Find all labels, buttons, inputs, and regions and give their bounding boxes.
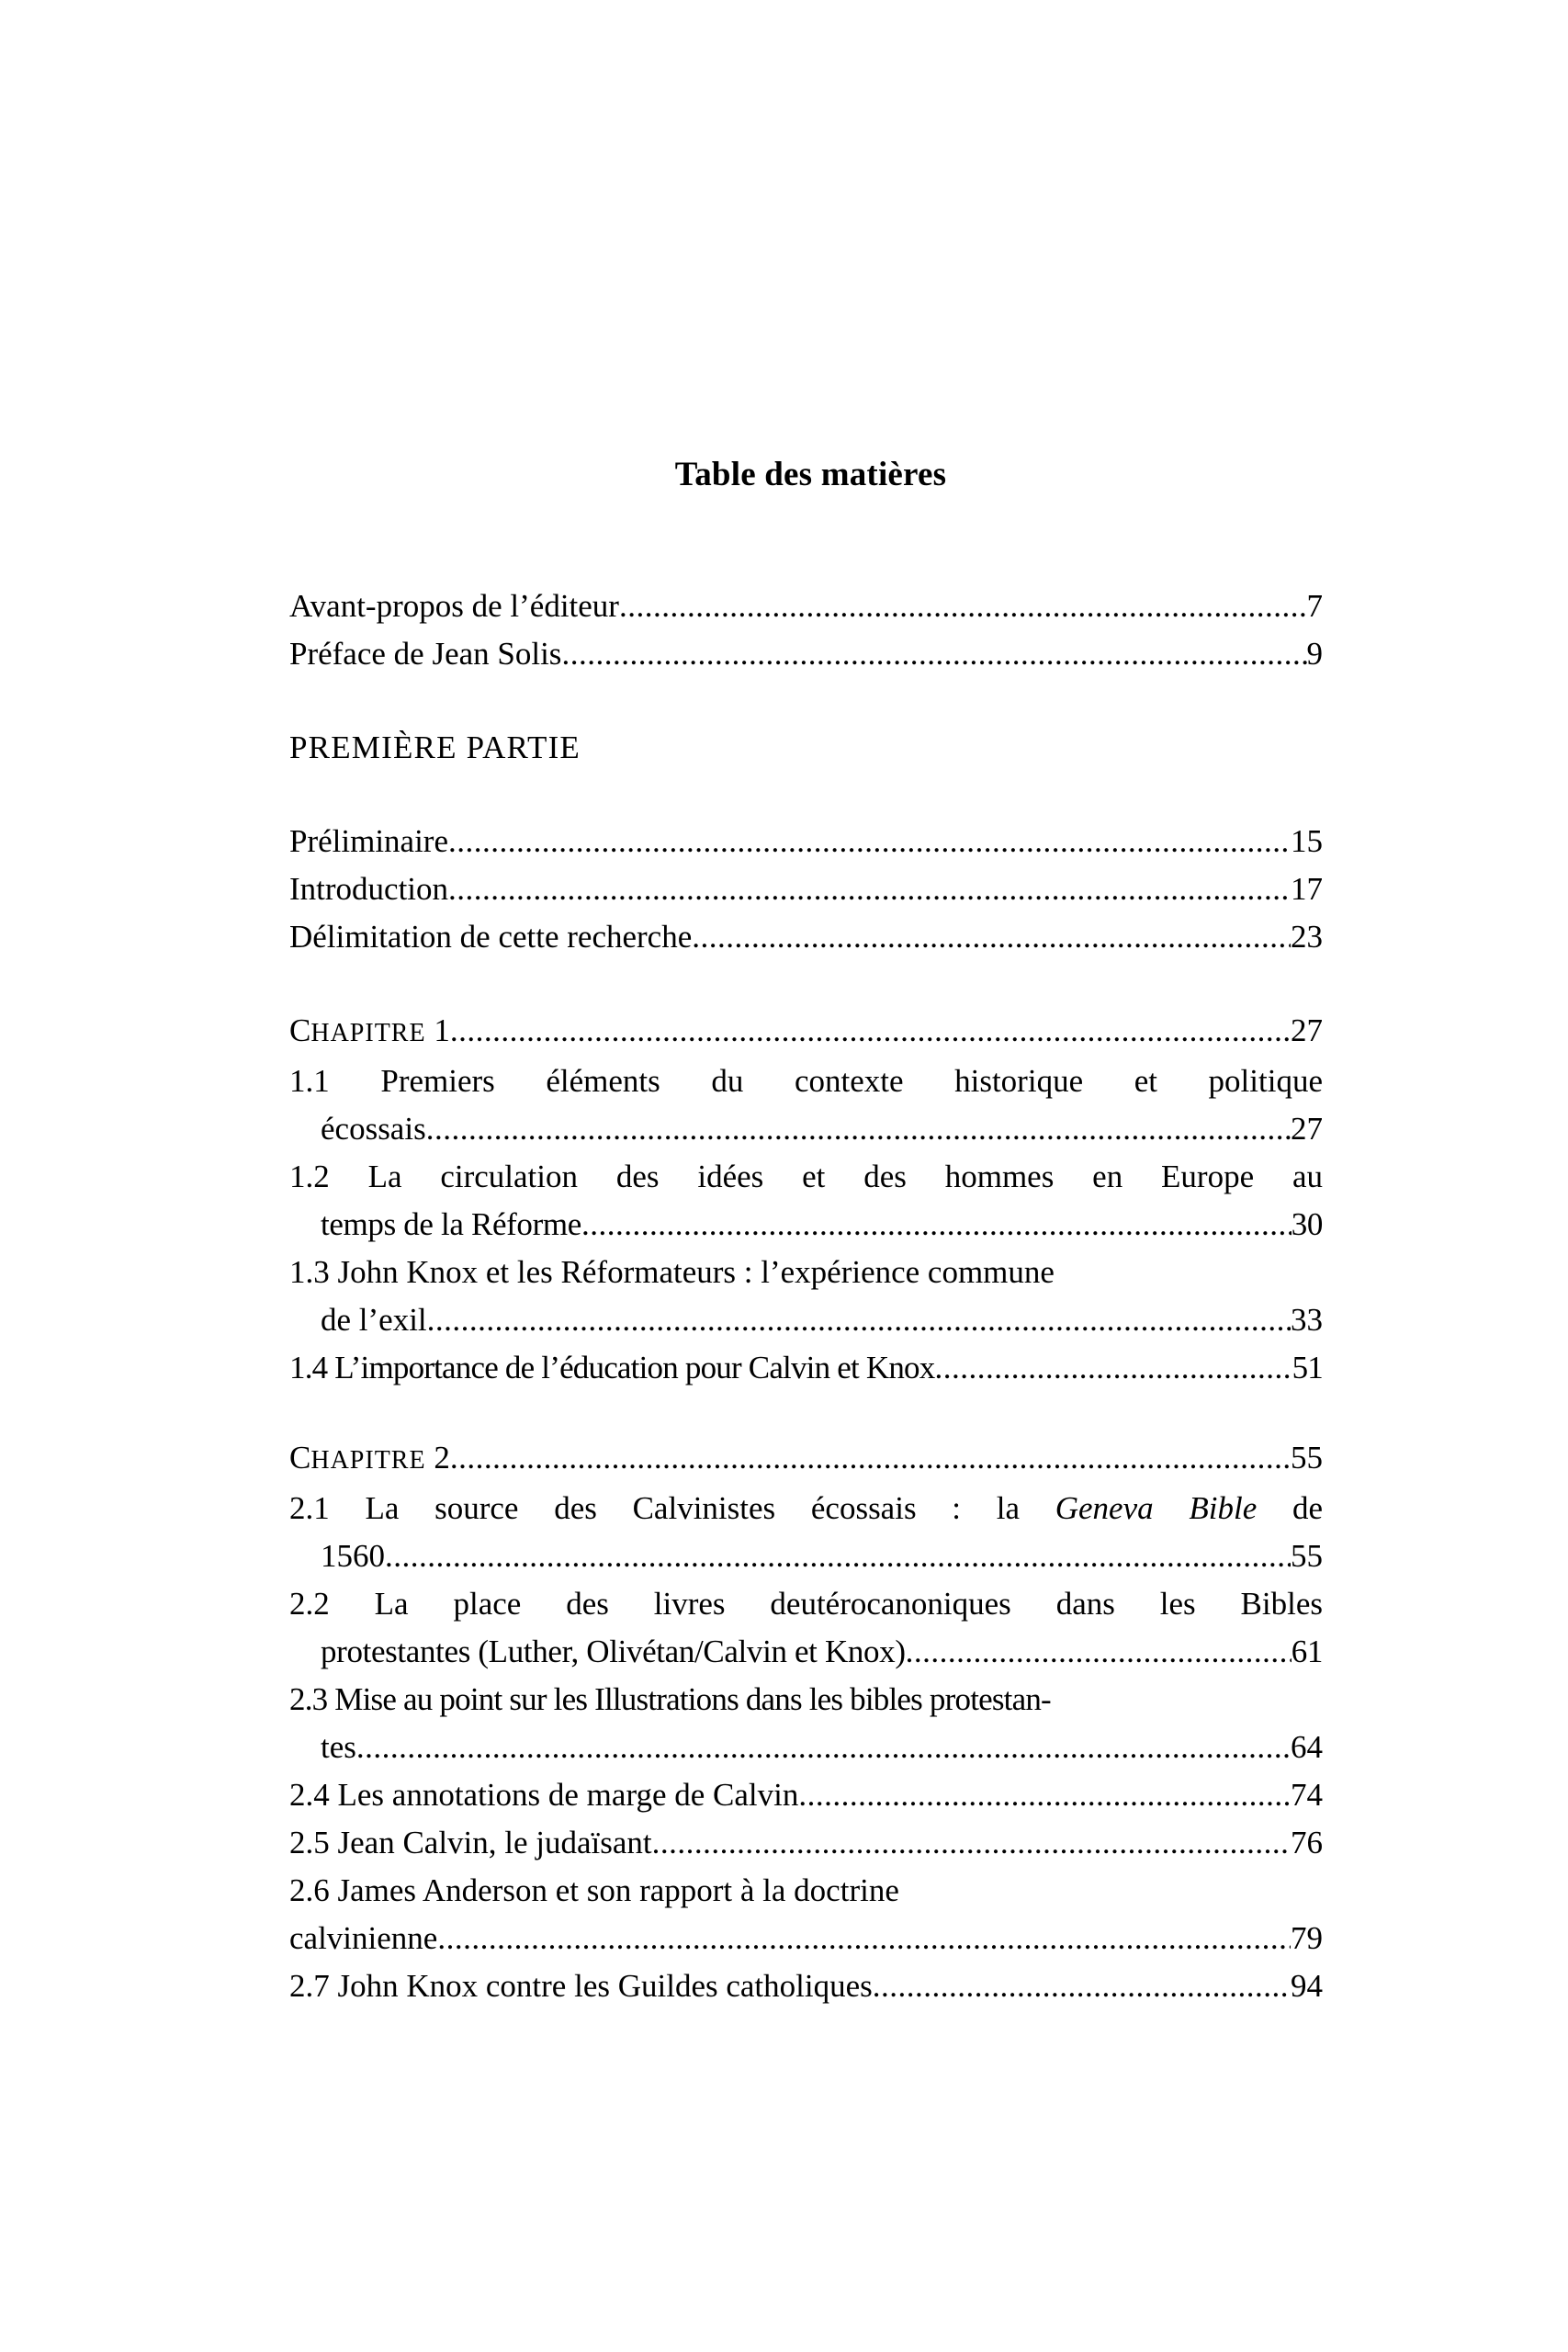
leader-dots bbox=[427, 1296, 1291, 1344]
toc-entry-label-cont: calvinienne bbox=[289, 1920, 438, 1956]
leader-dots bbox=[450, 1434, 1291, 1482]
toc-entry-page: 51 bbox=[1292, 1350, 1323, 1385]
spacer bbox=[289, 961, 1323, 1007]
leader-dots bbox=[873, 1962, 1291, 2010]
chapter-word: HAPITRE bbox=[310, 1019, 426, 1047]
toc-entry-line-2 bbox=[289, 1724, 1323, 1771]
toc-entry-label: 1.4 L’importance de l’éducation pour Calvin et Knox bbox=[289, 1350, 935, 1385]
toc-entry-page: 23 bbox=[1291, 919, 1323, 955]
toc-entry-label-cont: protestantes (Luther, Olivétan/Calvin et Knox) bbox=[321, 1634, 906, 1669]
toc-entry-line-1: 1.3 John Knox et les Réformateurs : l’expérience commune bbox=[289, 1254, 1055, 1290]
chapter-initial: C bbox=[289, 1440, 311, 1476]
leader-dots bbox=[619, 582, 1307, 630]
leader-dots bbox=[692, 913, 1291, 961]
toc-entry-label: Préliminaire bbox=[289, 823, 449, 859]
toc-entry-page: 94 bbox=[1291, 1968, 1323, 2004]
toc-entry-line-2 bbox=[289, 1296, 1323, 1344]
leader-dots bbox=[385, 1532, 1291, 1580]
leader-dots bbox=[581, 1201, 1292, 1249]
toc-entry-2-4[interactable] bbox=[289, 1771, 1323, 1819]
toc-entry-page: 79 bbox=[1291, 1920, 1323, 1956]
toc-entry-1-2[interactable] bbox=[289, 1153, 1323, 1249]
toc-entry-page: 55 bbox=[1291, 1440, 1323, 1476]
chapter-label bbox=[289, 1434, 450, 1485]
toc-entry-text-a: 2.1 La source des Calvinistes écossais : la bbox=[289, 1490, 1055, 1526]
toc-entry-line-1: 1.2 La circulation des idées et des hommes en Europe au bbox=[289, 1159, 1323, 1194]
page-title: Table des matières bbox=[674, 456, 947, 493]
toc-entry-label: 2.7 John Knox contre les Guildes catholiques bbox=[289, 1968, 873, 2004]
toc-entry-1-3[interactable] bbox=[289, 1249, 1323, 1344]
toc-entry-2-1[interactable] bbox=[289, 1485, 1323, 1580]
leader-dots bbox=[906, 1628, 1292, 1676]
toc-entry-label-cont: temps de la Réforme bbox=[321, 1206, 581, 1242]
leader-dots bbox=[448, 865, 1291, 913]
toc-entry-2-5[interactable] bbox=[289, 1819, 1323, 1867]
toc-entry-page: 64 bbox=[1291, 1729, 1323, 1765]
toc-entry-line-1: 1.1 Premiers éléments du contexte historique et politique bbox=[289, 1063, 1323, 1099]
toc-entry-introduction[interactable] bbox=[289, 865, 1323, 913]
chapter-label bbox=[289, 1007, 450, 1057]
chapter-number-value: 1 bbox=[434, 1012, 450, 1048]
leader-dots bbox=[652, 1819, 1291, 1867]
chapter-word: HAPITRE bbox=[310, 1446, 426, 1475]
leader-dots bbox=[356, 1724, 1291, 1771]
toc-entry-label-cont: écossais bbox=[321, 1111, 426, 1147]
toc-entry-page: 15 bbox=[1291, 823, 1323, 859]
toc-entry-line-1: 2.6 James Anderson et son rapport à la doctrine bbox=[289, 1872, 899, 1908]
toc-entry-1-1[interactable] bbox=[289, 1057, 1323, 1153]
toc-group-front-matter bbox=[289, 582, 1323, 678]
toc-entry-page: 76 bbox=[1291, 1825, 1323, 1860]
toc-entry-line-2 bbox=[289, 1915, 1323, 1962]
leader-dots bbox=[448, 818, 1291, 865]
leader-dots bbox=[934, 1344, 1292, 1392]
toc-entry-page: 9 bbox=[1306, 636, 1323, 672]
toc-group-preliminaries bbox=[289, 818, 1323, 961]
toc-entry-page: 27 bbox=[1291, 1012, 1323, 1048]
toc-entry-preface[interactable] bbox=[289, 630, 1323, 678]
toc-entry-page: 61 bbox=[1291, 1634, 1323, 1669]
toc-entry-label: Avant-propos de l’éditeur bbox=[289, 588, 619, 624]
toc-entry-2-2[interactable] bbox=[289, 1580, 1323, 1676]
spacer bbox=[289, 678, 1323, 724]
toc-entry-2-6[interactable] bbox=[289, 1867, 1323, 1962]
toc-entry-label-cont: de l’exil bbox=[321, 1302, 427, 1338]
toc-entry-line-2 bbox=[289, 1105, 1323, 1153]
toc-entry-page: 27 bbox=[1291, 1111, 1323, 1147]
chapter-number-value: 2 bbox=[434, 1440, 450, 1476]
toc-entry-page: 55 bbox=[1291, 1538, 1323, 1574]
toc-entry-line-1 bbox=[289, 1485, 1323, 1532]
toc-entry-line-1: 2.3 Mise au point sur les Illustrations dans les bibles protestan- bbox=[289, 1681, 1051, 1717]
toc-entry-1-4[interactable] bbox=[289, 1344, 1323, 1392]
toc-entry-2-3[interactable] bbox=[289, 1676, 1323, 1771]
toc-entry-label: Introduction bbox=[289, 871, 449, 907]
toc-entry-avant-propos[interactable] bbox=[289, 582, 1323, 630]
toc-entry-line-1: 2.2 La place des livres deutérocanoniques dans les Bibles bbox=[289, 1586, 1323, 1622]
toc-entry-page: 17 bbox=[1291, 871, 1323, 907]
toc-entry-2-7[interactable] bbox=[289, 1962, 1323, 2010]
toc-group-chapitre-2 bbox=[289, 1434, 1323, 2010]
spacer bbox=[289, 772, 1323, 818]
leader-dots bbox=[437, 1915, 1291, 1962]
part-heading-premiere-partie: PREMIÈRE PARTIE bbox=[289, 729, 581, 765]
leader-dots bbox=[450, 1007, 1291, 1055]
toc-entry-line-2 bbox=[289, 1532, 1323, 1580]
toc-entry-delimitation[interactable] bbox=[289, 913, 1323, 961]
toc-entry-text-b: de bbox=[1257, 1490, 1324, 1526]
toc-entry-page: 30 bbox=[1291, 1206, 1323, 1242]
toc-entry-line-2 bbox=[289, 1628, 1323, 1676]
toc-entry-label-cont: tes bbox=[321, 1729, 356, 1765]
toc-entry-label: 2.5 Jean Calvin, le judaïsant bbox=[289, 1825, 652, 1860]
toc-entry-label: Délimitation de cette recherche bbox=[289, 919, 693, 955]
toc-heading-chapitre-2[interactable] bbox=[289, 1434, 1323, 1485]
spacer bbox=[289, 1392, 1323, 1434]
toc-entry-label: 2.4 Les annotations de marge de Calvin bbox=[289, 1777, 799, 1813]
toc-group-chapitre-1 bbox=[289, 1007, 1323, 1392]
leader-dots bbox=[426, 1105, 1291, 1153]
toc-heading-chapitre-1[interactable] bbox=[289, 1007, 1323, 1057]
toc-entry-preliminaire[interactable] bbox=[289, 818, 1323, 865]
table-of-contents bbox=[289, 455, 1323, 2010]
toc-entry-page: 74 bbox=[1291, 1777, 1323, 1813]
leader-dots bbox=[561, 630, 1306, 678]
toc-entry-line-2 bbox=[289, 1201, 1323, 1249]
chapter-initial: C bbox=[289, 1012, 311, 1048]
toc-entry-page: 33 bbox=[1291, 1302, 1323, 1338]
toc-entry-page: 7 bbox=[1306, 588, 1323, 624]
toc-entry-label: Préface de Jean Solis bbox=[289, 636, 562, 672]
toc-entry-title-italic: Geneva Bible bbox=[1055, 1490, 1258, 1526]
leader-dots bbox=[798, 1771, 1291, 1819]
toc-entry-label-cont: 1560 bbox=[321, 1538, 385, 1574]
